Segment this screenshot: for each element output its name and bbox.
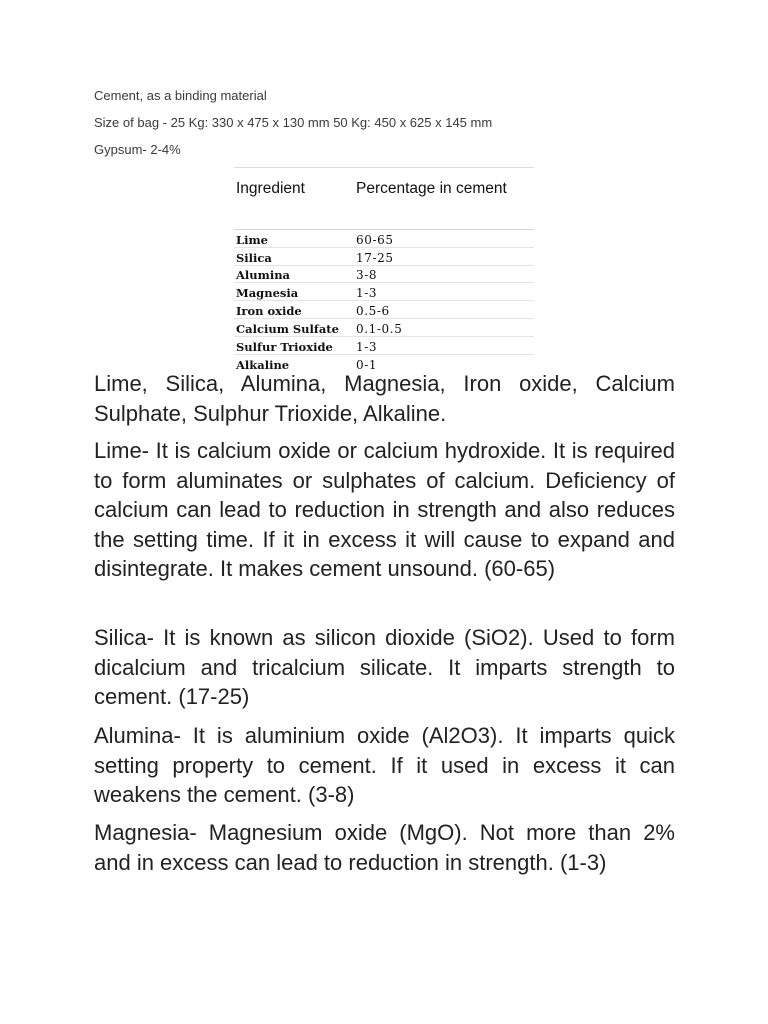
lime-paragraph: Lime- It is calcium oxide or calcium hydroxide. It is required to form aluminates or sulphates of calcium. Deficiency of calcium can lead to reduction in strength and also reduces the setting time. If it in excess it will cause to expand and disintegrate. It makes cement unsound. (60-65)	[94, 438, 675, 582]
ingredient-cell: Alkaline	[236, 358, 290, 373]
table-row	[234, 283, 534, 301]
ingredient-cell: Alumina	[236, 268, 291, 283]
intro-line-bag-size: Size of bag - 25 Kg: 330 x 475 x 130 mm 50 Kg: 450 x 625 x 145 mm	[94, 115, 493, 130]
intro-line-title: Cement, as a binding material	[94, 88, 267, 103]
ingredient-table	[234, 167, 534, 372]
ingredients-summary-paragraph: Lime, Silica, Alumina, Magnesia, Iron oxide, Calcium Sulphate, Sulphur Trioxide, Alkaline.	[94, 371, 675, 426]
table-row	[234, 248, 534, 266]
intro-line-gypsum: Gypsum- 2-4%	[94, 142, 181, 157]
table-row	[234, 337, 534, 355]
ingredient-cell: Iron oxide	[236, 303, 302, 318]
ingredient-cell: Magnesia	[236, 286, 299, 301]
ingredient-cell: Lime	[236, 232, 268, 247]
percentage-cell: 1-3	[356, 286, 378, 301]
table-row	[234, 319, 534, 337]
ingredient-cell: Calcium Sulfate	[236, 321, 339, 336]
percentage-cell: 60-65	[356, 232, 394, 247]
table-row	[234, 266, 534, 284]
alumina-paragraph: Alumina- It is aluminium oxide (Al2O3). It imparts quick setting property to cement. If it used in excess it can weakens the cement. (3-8)	[94, 723, 675, 808]
column-header-percentage: Percentage in cement	[356, 180, 507, 197]
ingredient-cell: Silica	[236, 250, 272, 265]
percentage-cell: 1-3	[356, 339, 378, 354]
percentage-cell: 3-8	[356, 268, 378, 283]
percentage-cell: 17-25	[356, 250, 394, 265]
ingredient-cell: Sulfur Trioxide	[236, 339, 333, 354]
silica-paragraph: Silica- It is known as silicon dioxide (SiO2). Used to form dicalcium and tricalcium silicate. It imparts strength to cement. (17-25)	[94, 625, 675, 710]
table-row	[234, 230, 534, 248]
percentage-cell: 0-1	[356, 358, 378, 373]
table-header-row	[234, 168, 534, 230]
table-row	[234, 301, 534, 319]
percentage-cell: 0.1-0.5	[356, 321, 403, 336]
percentage-cell: 0.5-6	[356, 303, 390, 318]
column-header-ingredient: Ingredient	[236, 180, 305, 197]
magnesia-paragraph: Magnesia- Magnesium oxide (MgO). Not more than 2% and in excess can lead to reduction in strength. (1-3)	[94, 820, 675, 875]
